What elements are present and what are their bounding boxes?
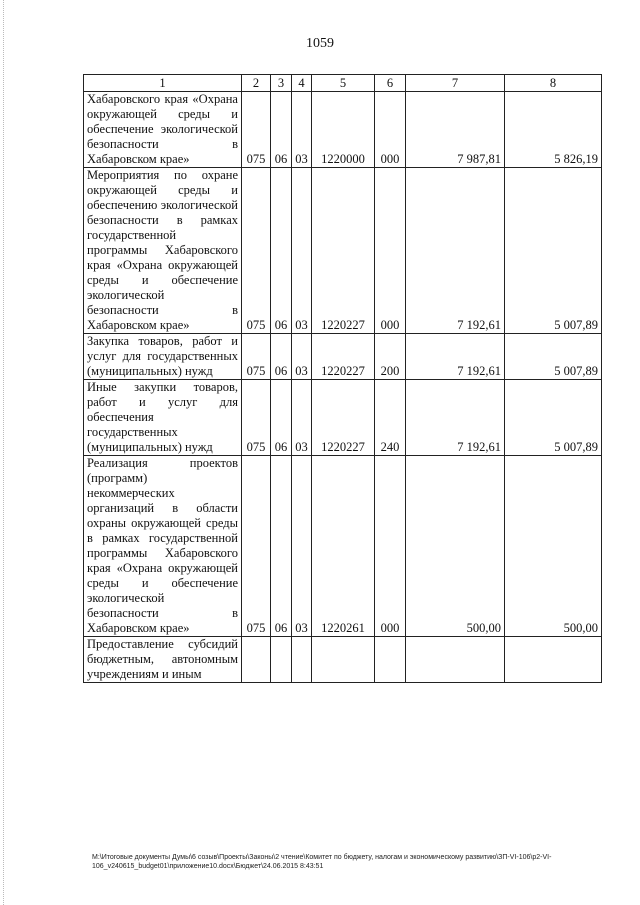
row-cell-4 xyxy=(292,637,312,683)
row-cell-8: 5 007,89 xyxy=(505,334,602,380)
row-cell-2 xyxy=(242,637,271,683)
header-cell-3: 3 xyxy=(271,75,292,92)
row-cell-5: 1220227 xyxy=(312,334,375,380)
row-cell-7 xyxy=(406,637,505,683)
table-row xyxy=(84,637,602,683)
row-cell-2: 075 xyxy=(242,380,271,456)
header-cell-4: 4 xyxy=(292,75,312,92)
row-cell-8: 5 826,19 xyxy=(505,92,602,168)
row-cell-2: 075 xyxy=(242,168,271,334)
row-cell-5: 1220227 xyxy=(312,168,375,334)
row-cell-7: 7 192,61 xyxy=(406,168,505,334)
table-row xyxy=(84,168,602,334)
row-cell-7: 7 987,81 xyxy=(406,92,505,168)
row-cell-8: 5 007,89 xyxy=(505,380,602,456)
row-cell-3: 06 xyxy=(271,334,292,380)
row-name-cell: Предоставление субсидий бюджетным, автономным учреждениям и иным xyxy=(84,637,242,683)
row-cell-8: 5 007,89 xyxy=(505,168,602,334)
header-cell-1: 1 xyxy=(84,75,242,92)
row-cell-2: 075 xyxy=(242,334,271,380)
row-cell-7: 7 192,61 xyxy=(406,334,505,380)
page-number: 1059 xyxy=(306,36,334,51)
row-cell-6: 000 xyxy=(375,456,406,637)
row-cell-4: 03 xyxy=(292,456,312,637)
row-name-cell: Иные закупки товаров, работ и услуг для обеспечения государственных (муниципальных) нужд xyxy=(84,380,242,456)
row-cell-3: 06 xyxy=(271,456,292,637)
row-cell-2: 075 xyxy=(242,92,271,168)
row-cell-6: 000 xyxy=(375,168,406,334)
row-cell-6: 200 xyxy=(375,334,406,380)
table-row xyxy=(84,380,602,456)
file-path-footer: M:\Итоговые документы Думы\6 созыв\Проекты\Законы\2 чтение\Комитет по бюджету, налогам и экономическому развитию\ЗП-VI-106\р2-VI-106_v240615_budget01\приложение10.docx\Бюджет\24.06.2015 8:43:51 xyxy=(92,854,552,870)
row-cell-5: 1220261 xyxy=(312,456,375,637)
row-cell-7: 500,00 xyxy=(406,456,505,637)
row-cell-4: 03 xyxy=(292,168,312,334)
row-cell-3: 06 xyxy=(271,92,292,168)
row-cell-5: 1220000 xyxy=(312,92,375,168)
header-cell-6: 6 xyxy=(375,75,406,92)
row-cell-6: 000 xyxy=(375,92,406,168)
row-cell-3: 06 xyxy=(271,168,292,334)
budget-table xyxy=(83,74,602,683)
row-cell-4: 03 xyxy=(292,380,312,456)
header-cell-5: 5 xyxy=(312,75,375,92)
row-name-cell: Закупка товаров, работ и услуг для государственных (муниципальных) нужд xyxy=(84,334,242,380)
table-header-row xyxy=(84,75,602,92)
row-cell-8: 500,00 xyxy=(505,456,602,637)
header-cell-7: 7 xyxy=(406,75,505,92)
row-cell-6 xyxy=(375,637,406,683)
row-name-cell: Мероприятия по охране окружающей среды и обеспечению экологической безопасности в рамках государственной программы Хабаровского края «Охрана окружающей среды и обеспечение экологической безопасности в Хабаровском крае» xyxy=(84,168,242,334)
row-cell-2: 075 xyxy=(242,456,271,637)
row-cell-3: 06 xyxy=(271,380,292,456)
scan-edge-line xyxy=(3,0,5,905)
row-cell-5 xyxy=(312,637,375,683)
row-cell-3 xyxy=(271,637,292,683)
table-row xyxy=(84,92,602,168)
table-row xyxy=(84,334,602,380)
row-cell-7: 7 192,61 xyxy=(406,380,505,456)
row-cell-5: 1220227 xyxy=(312,380,375,456)
header-cell-2: 2 xyxy=(242,75,271,92)
row-cell-8 xyxy=(505,637,602,683)
row-cell-4: 03 xyxy=(292,334,312,380)
row-name-cell: Хабаровского края «Охрана окружающей среды и обеспечение экологической безопасности в Хабаровском крае» xyxy=(84,92,242,168)
row-name-cell: Реализация проектов (программ) некоммерческих организаций в области охраны окружающей среды в рамках государственной программы Хабаровского края «Охрана окружающей среды и обеспечение экологической безопасности в Хабаровском крае» xyxy=(84,456,242,637)
table-row xyxy=(84,456,602,637)
row-cell-6: 240 xyxy=(375,380,406,456)
row-cell-4: 03 xyxy=(292,92,312,168)
header-cell-8: 8 xyxy=(505,75,602,92)
